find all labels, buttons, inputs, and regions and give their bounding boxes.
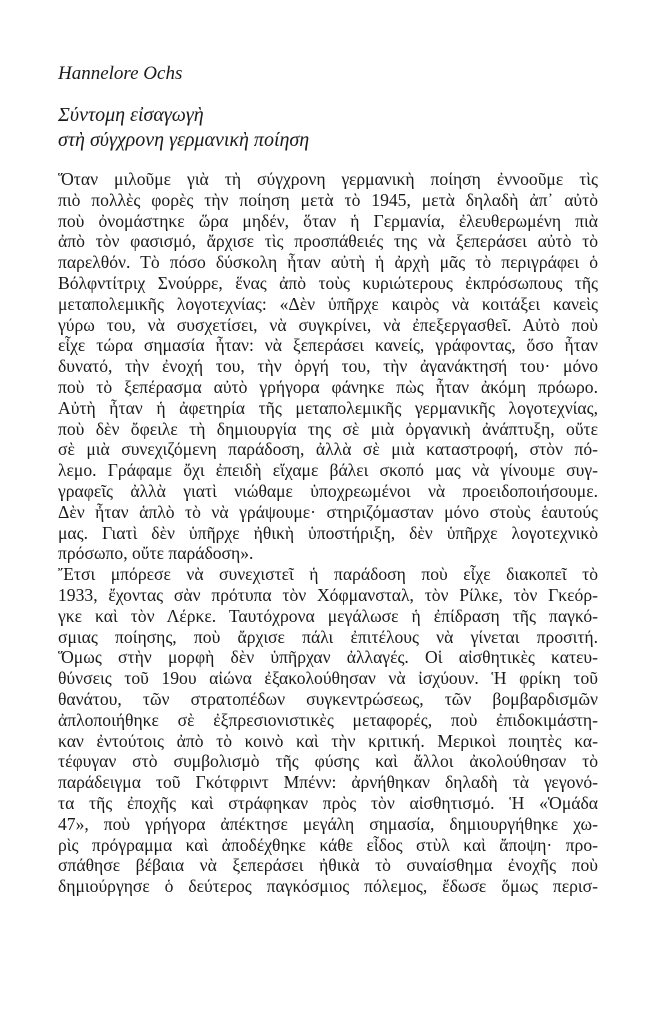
body-line: δυνατό, τὴν ἐνοχή του, τὴν ὀργή του, τὴν ἀγανάκτησή του· μόνο	[58, 356, 598, 377]
body-line: σμιας ποίησης, ποὺ ἄρχισε πάλι ἐπιτέλους νὰ γίνεται προσιτή.	[58, 626, 598, 647]
author-name: Hannelore Ochs	[58, 63, 183, 84]
body-line: μας. Γιατὶ δὲν ὑπῆρχε ἠθικὴ ὑποστήριξη, δὲν ὑπῆρχε λογοτεχνικὸ	[58, 522, 598, 543]
title-line-2: στὴ σύγχρονη γερμανικὴ ποίηση	[58, 129, 310, 151]
body-line: Βόλφντίτριχ Σνούρρε, ἕνας ἀπὸ τοὺς κυριώτερους ἐκπρόσωπους τῆς	[58, 272, 598, 293]
body-line: ἀπλοποιήθηκε σὲ ἐξπρεσιονιστικὲς μεταφορές, ποὺ ἐπιδοκιμάστη-	[58, 709, 598, 730]
body-text	[58, 169, 598, 897]
body-line: ποὺ δὲν ὄφειλε τὴ δημιουργία της σὲ μιὰ ὀργανικὴ ἀνάπτυξη, οὔτε	[58, 418, 598, 439]
body-line: σὲ μιὰ συνεχιζόμενη παράδοση, ἀλλὰ σὲ μιὰ καταστροφή, στὸν πό-	[58, 439, 598, 460]
body-line: σπάθησε βέβαια νὰ ξεπεράσει ἠθικὰ τὸ συναίσθημα ἐνοχῆς ποὺ	[58, 855, 598, 876]
body-line: εἶχε τώρα σημασία ἦταν: νὰ ξεπεράσει κανείς, γράφοντας, ὅσο ἦταν	[58, 335, 598, 356]
body-line: Ἔτσι μπόρεσε νὰ συνεχιστεῖ ἡ παράδοση ποὺ εἶχε διακοπεῖ τὸ	[58, 564, 598, 585]
body-line: μεταπολεμικῆς λογοτεχνίας: «Δὲν ὑπῆρχε καιρὸς νὰ κοιτάξει κανεὶς	[58, 293, 598, 314]
body-line: παράδειγμα τοῦ Γκότφριντ Μπένν: ἀρνήθηκαν δηλαδὴ τὰ γεγονό-	[58, 772, 598, 793]
body-line: δημιούργησε ὁ δεύτερος παγκόσμιος πόλεμος, ἔδωσε ὅμως περισ-	[58, 876, 598, 897]
body-line: θύνσεις τοῦ 19ου αἰώνα ἐξακολούθησαν νὰ ἰσχύουν. Ἡ φρίκη τοῦ	[58, 668, 598, 689]
body-line: ποὺ τὸ ξεπέρασμα αὐτὸ γρήγορα φάνηκε πὼς ἦταν ἀκόμη πρόωρο.	[58, 376, 598, 397]
body-line: 1933, ἔχοντας σὰν πρότυπα τὸν Χόφμανσταλ, τὸν Ρίλκε, τὸν Γκεόρ-	[58, 584, 598, 605]
title-line-1: Σύντομη εἰσαγωγὴ	[58, 104, 204, 126]
body-line: Ὅταν μιλοῦμε γιὰ τὴ σύγχρονη γερμανικὴ ποίηση ἐννοοῦμε τὶς	[58, 169, 598, 189]
body-line: γραφεῖς ἀλλὰ γιατὶ νιώθαμε ὑποχρεωμένοι νὰ προειδοποιήσουμε.	[58, 480, 598, 501]
body-line: παρελθόν. Τὸ πόσο δύσκολη ἦταν αὐτὴ ἡ ἀρχὴ μᾶς τὸ περιγράφει ὁ	[58, 252, 598, 273]
body-line: ποὺ ὀνομάστηκε ὥρα μηδέν, ὅταν ἡ Γερμανία, ἐλευθερωμένη πιὰ	[58, 210, 598, 231]
body-line: 47», ποὺ γρήγορα ἀπέκτησε μεγάλη σημασία, δημιουργήθηκε χω-	[58, 813, 598, 834]
body-line: Αὐτὴ ἦταν ἡ ἀφετηρία τῆς μεταπολεμικῆς γερμανικῆς λογοτεχνίας,	[58, 397, 598, 418]
body-line: Ὅμως στὴν μορφὴ δὲν ὑπῆρχαν ἀλλαγές. Οἱ αἰσθητικὲς κατευ-	[58, 647, 598, 668]
body-line: γκε καὶ τὸν Λέρκε. Ταυτόχρονα μεγάλωσε ἡ ἐπίδραση τῆς παγκό-	[58, 605, 598, 626]
body-line: Δὲν ἦταν ἁπλὸ τὸ νὰ γράψουμε· στηριζόμασταν μόνο στοὺς ἑαυτούς	[58, 501, 598, 522]
body-line: τέφυγαν στὸ συμβολισμὸ τῆς φύσης καὶ ἄλλοι ἀκολούθησαν τὸ	[58, 751, 598, 772]
body-line: ρὶς πρόγραμμα καὶ ἀποδέχθηκε κάθε εἶδος στὺλ καὶ ἄποψη· προ-	[58, 834, 598, 855]
body-line: πιὸ πολλὲς φορὲς τὴν ποίηση μετὰ τὸ 1945, μετὰ δηλαδὴ ἀπ᾽ αὐτὸ	[58, 189, 598, 210]
body-line: γύρω του, νὰ συσχετίσει, νὰ συγκρίνει, νὰ ἐπεξεργασθεῖ. Αὐτὸ ποὺ	[58, 314, 598, 335]
body-line: λεμο. Γράφαμε ὄχι ἐπειδὴ εἴχαμε βάλει σκοπό μας νὰ γίνουμε συγ-	[58, 460, 598, 481]
body-line: καν ἐντούτοις ἀπὸ τὸ κοινὸ καὶ τὴν κριτική. Μερικοὶ ποιητὲς κα-	[58, 730, 598, 751]
body-line: ἀπὸ τὸν φασισμό, ἄρχισε τὶς προσπάθειές της νὰ ξεπεράσει αὐτὸ τὸ	[58, 231, 598, 252]
body-line: τα τῆς ἐποχῆς καὶ στράφηκαν πρὸς τὸν αἰσθητισμό. Ἡ «Ὁμάδα	[58, 792, 598, 813]
article-title	[58, 103, 309, 153]
body-line: θανάτου, τῶν στρατοπέδων συγκεντρώσεως, τῶν βομβαρδισμῶν	[58, 688, 598, 709]
body-line: πρόσωπο, οὔτε παράδοση».	[58, 543, 254, 564]
